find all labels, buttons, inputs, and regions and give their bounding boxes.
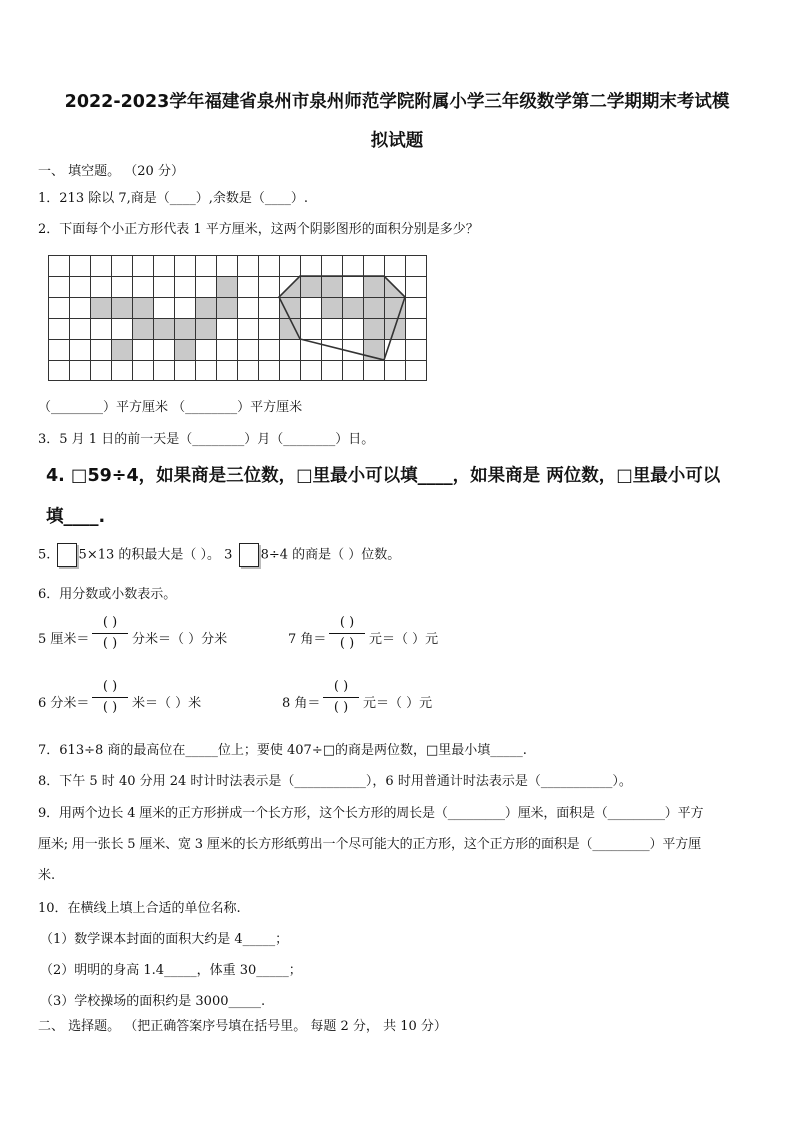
question-9-line3: 米. — [38, 868, 56, 883]
fraction-blank — [92, 678, 128, 717]
question-7: 7．613÷8 商的最高位在_____位上；要使 407÷□的商是两位数，□里最小填_____. — [38, 743, 527, 758]
q6-row1-b-prefix: 7 角＝ — [288, 632, 327, 647]
question-5 — [38, 543, 400, 567]
q6-row1-b-rest: 元＝（ ）元 — [369, 632, 439, 647]
question-5-text-b: 8÷4 的商是（ ）位数。 — [260, 547, 401, 563]
question-10-sub2: （2）明明的身高 1.4_____，体重 30_____； — [40, 963, 302, 978]
fraction-blank — [92, 614, 128, 653]
fraction-denominator: ( ) — [333, 700, 349, 715]
fraction-blank — [329, 614, 365, 653]
fraction-blank — [323, 678, 359, 717]
question-10-sub3: （3）学校操场的面积约是 3000_____. — [40, 994, 266, 1009]
fraction-denominator: ( ) — [102, 636, 118, 651]
q6-row2-b-prefix: 8 角＝ — [282, 696, 321, 711]
q6-row1-a-rest: 分米＝（ ）分米 — [132, 632, 228, 647]
question-2: 2．下面每个小正方形代表 1 平方厘米，这两个阴影图形的面积分别是多少？ — [38, 222, 479, 237]
fraction-denominator: ( ) — [102, 700, 118, 715]
q6-row2-a-rest: 米＝（ ）米 — [132, 696, 202, 711]
fraction-numerator: ( ) — [102, 679, 118, 694]
fraction-denominator: ( ) — [339, 636, 355, 651]
q6-row2-b-rest: 元＝（ ）元 — [363, 696, 433, 711]
question-6: 6．用分数或小数表示。 — [38, 587, 177, 602]
question-2-answers: （________）平方厘米 （________）平方厘米 — [38, 400, 303, 415]
question-4-line1: 4. □59÷4，如果商是三位数，□里最小可以填____，如果商是 两位数，□里最小可以 — [46, 466, 721, 486]
page-title-cont: 拟试题 — [370, 131, 424, 151]
q6-row1-a-prefix: 5 厘米＝ — [38, 632, 90, 647]
answer-box — [57, 543, 77, 567]
question-3: 3．5 月 1 日的前一天是（________）月（________）日。 — [38, 432, 375, 447]
question-10: 10．在横线上填上合适的单位名称. — [38, 901, 241, 916]
section1-heading: 一、 填空题。 （20 分） — [38, 164, 184, 179]
page-title: 2022-2023学年福建省泉州市泉州师范学院附属小学三年级数学第二学期期末考试模 — [64, 92, 730, 112]
question-10-sub1: （1）数学课本封面的面积大约是 4_____； — [40, 932, 289, 947]
fraction-numerator: ( ) — [339, 615, 355, 630]
question-1: 1．213 除以 7,商是（____）,余数是（____）. — [38, 191, 309, 206]
question-8: 8．下午 5 时 40 分用 24 时计时法表示是（___________），6 时用普通计时法表示是（___________）。 — [38, 774, 632, 789]
fraction-numerator: ( ) — [102, 615, 118, 630]
section2-heading: 二、 选择题。 （把正确答案序号填在括号里。 每题 2 分， 共 10 分） — [38, 1019, 447, 1034]
question-4-line2: 填____. — [46, 507, 106, 527]
fraction-numerator: ( ) — [333, 679, 349, 694]
area-grid-figure — [48, 255, 428, 381]
q6-row2-a-prefix: 6 分米＝ — [38, 696, 90, 711]
answer-box — [239, 543, 259, 567]
question-5-text-a: 5×13 的积最大是（ ）。 3 — [78, 547, 237, 563]
question-5-label: 5. — [38, 547, 55, 563]
question-9-line2: 厘米; 用一张长 5 厘米、宽 3 厘米的长方形纸剪出一个尽可能大的正方形，这个正方形的面积是（_________）平方厘 — [38, 837, 701, 852]
question-9-line1: 9．用两个边长 4 厘米的正方形拼成一个长方形，这个长方形的周长是（_________）厘米，面积是（_________）平方 — [38, 806, 704, 821]
